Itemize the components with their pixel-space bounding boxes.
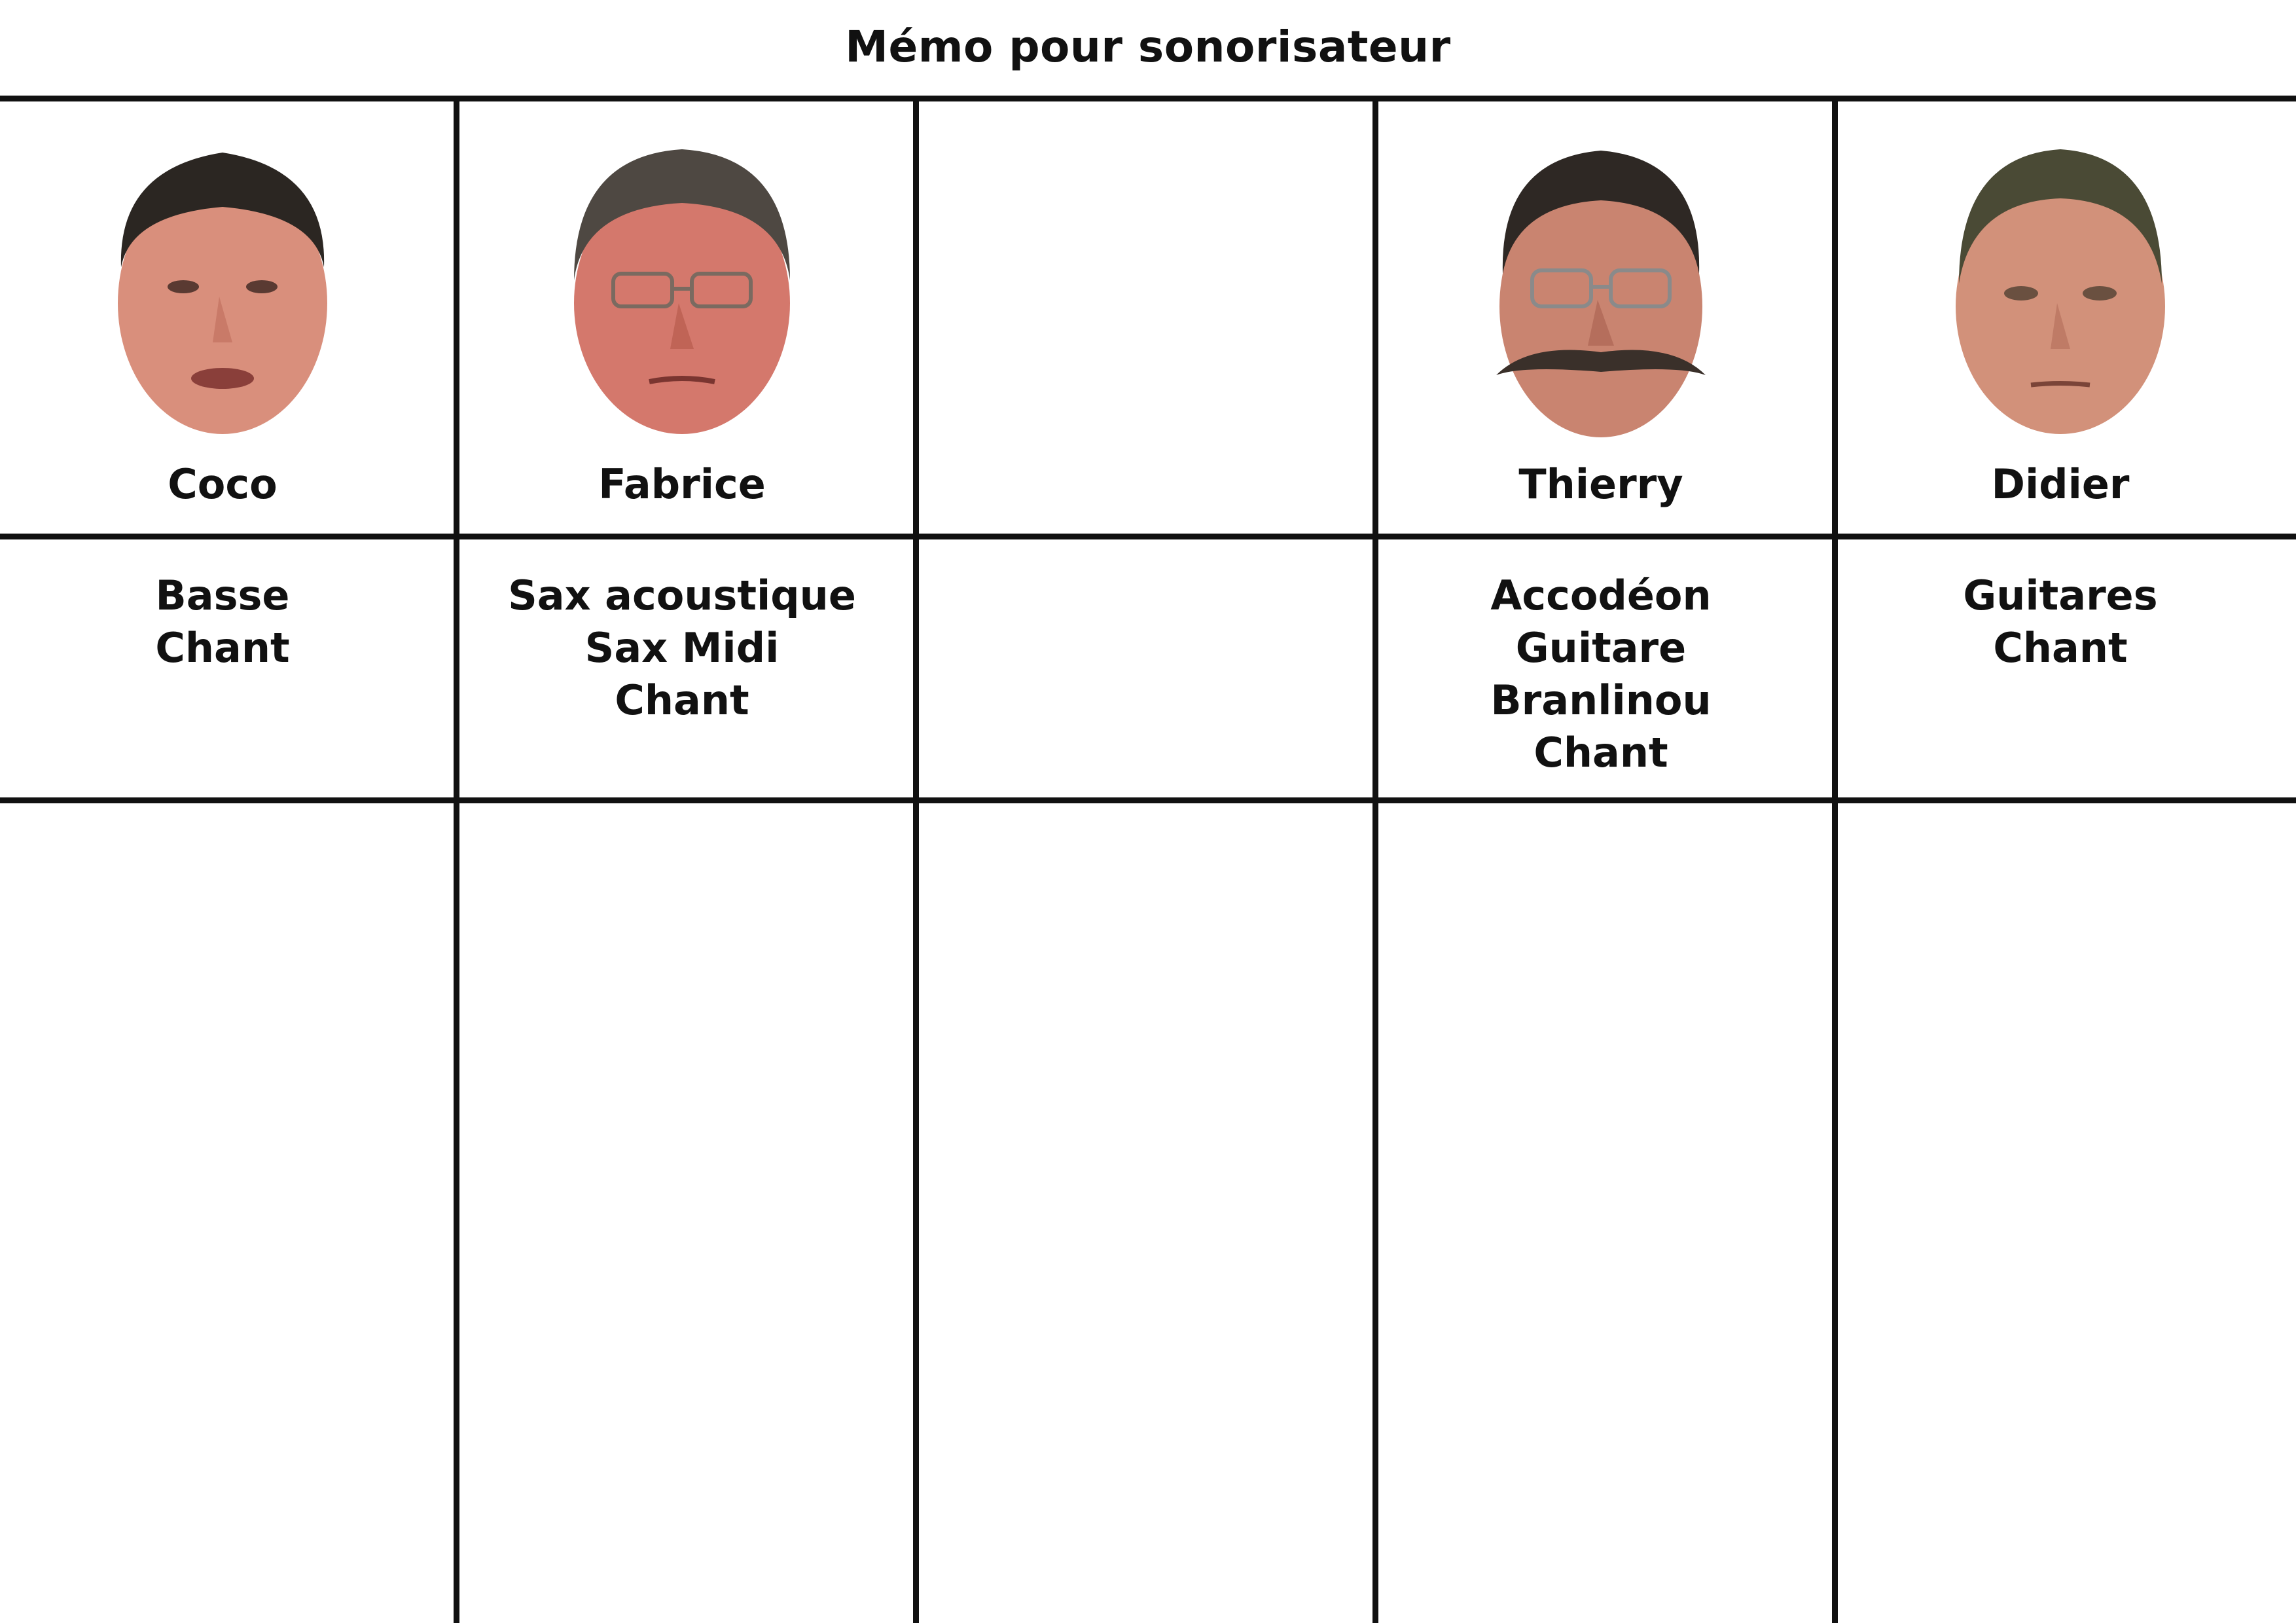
column-divider-1 bbox=[454, 98, 459, 1623]
role-item: Sax acoustique bbox=[508, 572, 856, 619]
role-item: Chant bbox=[1534, 729, 1668, 776]
musician-roles bbox=[1378, 570, 1823, 779]
didier-face-photo bbox=[1943, 130, 2178, 444]
role-item: Chant bbox=[615, 676, 749, 724]
table-top-border bbox=[0, 96, 2296, 101]
musician-name: Fabrice bbox=[598, 460, 766, 508]
role-item: Sax Midi bbox=[584, 624, 780, 672]
thierry-face-photo bbox=[1483, 130, 1719, 444]
role-item: Guitare bbox=[1515, 624, 1687, 672]
musician-roles bbox=[1838, 570, 2283, 674]
musician-name: Thierry bbox=[1518, 460, 1683, 508]
roles-row-divider bbox=[0, 797, 2296, 803]
role-item: Branlinou bbox=[1490, 676, 1712, 724]
musician-name: Coco bbox=[168, 460, 278, 508]
coco-face-photo bbox=[105, 130, 340, 444]
page-title: Mémo pour sonorisateur bbox=[845, 22, 1451, 72]
role-item: Chant bbox=[155, 624, 290, 672]
musician-roles bbox=[0, 570, 445, 674]
column-divider-2 bbox=[913, 98, 919, 1623]
role-item: Basse bbox=[155, 572, 290, 619]
role-item: Accodéon bbox=[1490, 572, 1712, 619]
column-divider-4 bbox=[1832, 98, 1838, 1623]
fabrice-face-photo bbox=[564, 130, 800, 444]
role-item: Chant bbox=[1993, 624, 2128, 672]
musician-name: Didier bbox=[1991, 460, 2130, 508]
role-item: Guitares bbox=[1963, 572, 2158, 619]
column-divider-3 bbox=[1372, 98, 1378, 1623]
musician-roles bbox=[459, 570, 905, 727]
photo-row-divider bbox=[0, 534, 2296, 539]
